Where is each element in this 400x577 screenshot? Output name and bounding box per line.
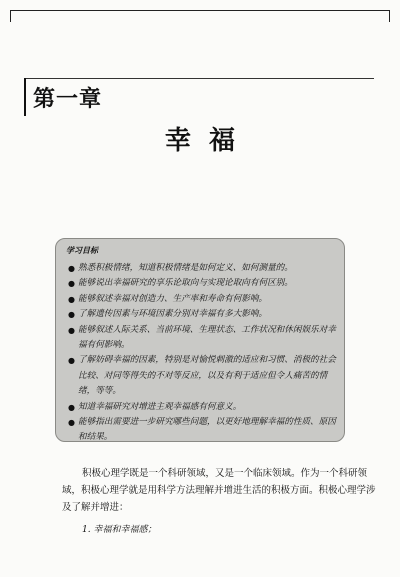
chapter-title: 幸福: [164, 126, 253, 156]
goal-text: 能够说出幸福研究的享乐论取向与实现论取向有何区别。: [78, 278, 293, 289]
list-item: [66, 415, 338, 446]
bullet-icon: ●: [68, 264, 75, 273]
page-top-rule: [10, 10, 390, 11]
list-item: [66, 323, 338, 354]
list-item: [66, 276, 338, 291]
chapter-label: 第一章: [33, 87, 103, 112]
bullet-icon: ●: [68, 279, 75, 289]
list-item: [66, 261, 338, 276]
learning-goals-box: [55, 238, 345, 442]
goal-text: 了解妨碍幸福的因素，特别是对愉悦刺激的适应和习惯、消极的社会比较、对同等得失的不对等反应，以及有利于适应但令人痛苦的情绪，等等。: [78, 355, 336, 397]
goal-text: 熟悉积极情绪，知道积极情绪是如何定义、如何测量的。: [78, 263, 293, 273]
chapter-bar: [24, 78, 26, 116]
bullet-icon: ●: [68, 418, 75, 428]
bullet-icon: ●: [68, 294, 75, 304]
page-corner-left: [10, 10, 11, 22]
bullet-icon: ●: [68, 310, 75, 320]
bullet-icon: ●: [68, 325, 75, 335]
bullet-icon: ●: [68, 402, 75, 412]
goal-text: 了解遗传因素与环境因素分别对幸福有多大影响。: [78, 309, 268, 320]
list-item: [66, 353, 338, 399]
goal-text: 能够指出需要进一步研究哪些问题，以更好地理解幸福的性质、原因和结果。: [78, 417, 336, 443]
learning-goals-list: [66, 261, 338, 446]
body-paragraph: [62, 465, 378, 516]
learning-goals-heading: 学习目标: [66, 245, 98, 255]
chapter-rule: [24, 78, 374, 79]
paragraph-text: 积极心理学既是一个科研领域，又是一个临床领域。作为一个科研领域，积极心理学就是用科学方法理解并增进生活的积极方面。积极心理学涉及了解并增进：: [62, 468, 376, 513]
enumerated-item: 1. 幸福和幸福感；: [82, 525, 157, 535]
bullet-icon: ●: [68, 356, 75, 366]
goal-text: 能够叙述幸福对创造力、生产率和寿命有何影响。: [78, 293, 268, 304]
list-item: [66, 307, 338, 322]
list-item: [66, 400, 338, 415]
goal-text: 能够叙述人际关系、当前环境、生理状态、工作状况和休闲娱乐对幸福有何影响。: [78, 324, 336, 351]
list-item: [66, 292, 338, 307]
page-corner-right: [389, 10, 390, 22]
goal-text: 知道幸福研究对增进主观幸福感有何意义。: [78, 401, 242, 412]
